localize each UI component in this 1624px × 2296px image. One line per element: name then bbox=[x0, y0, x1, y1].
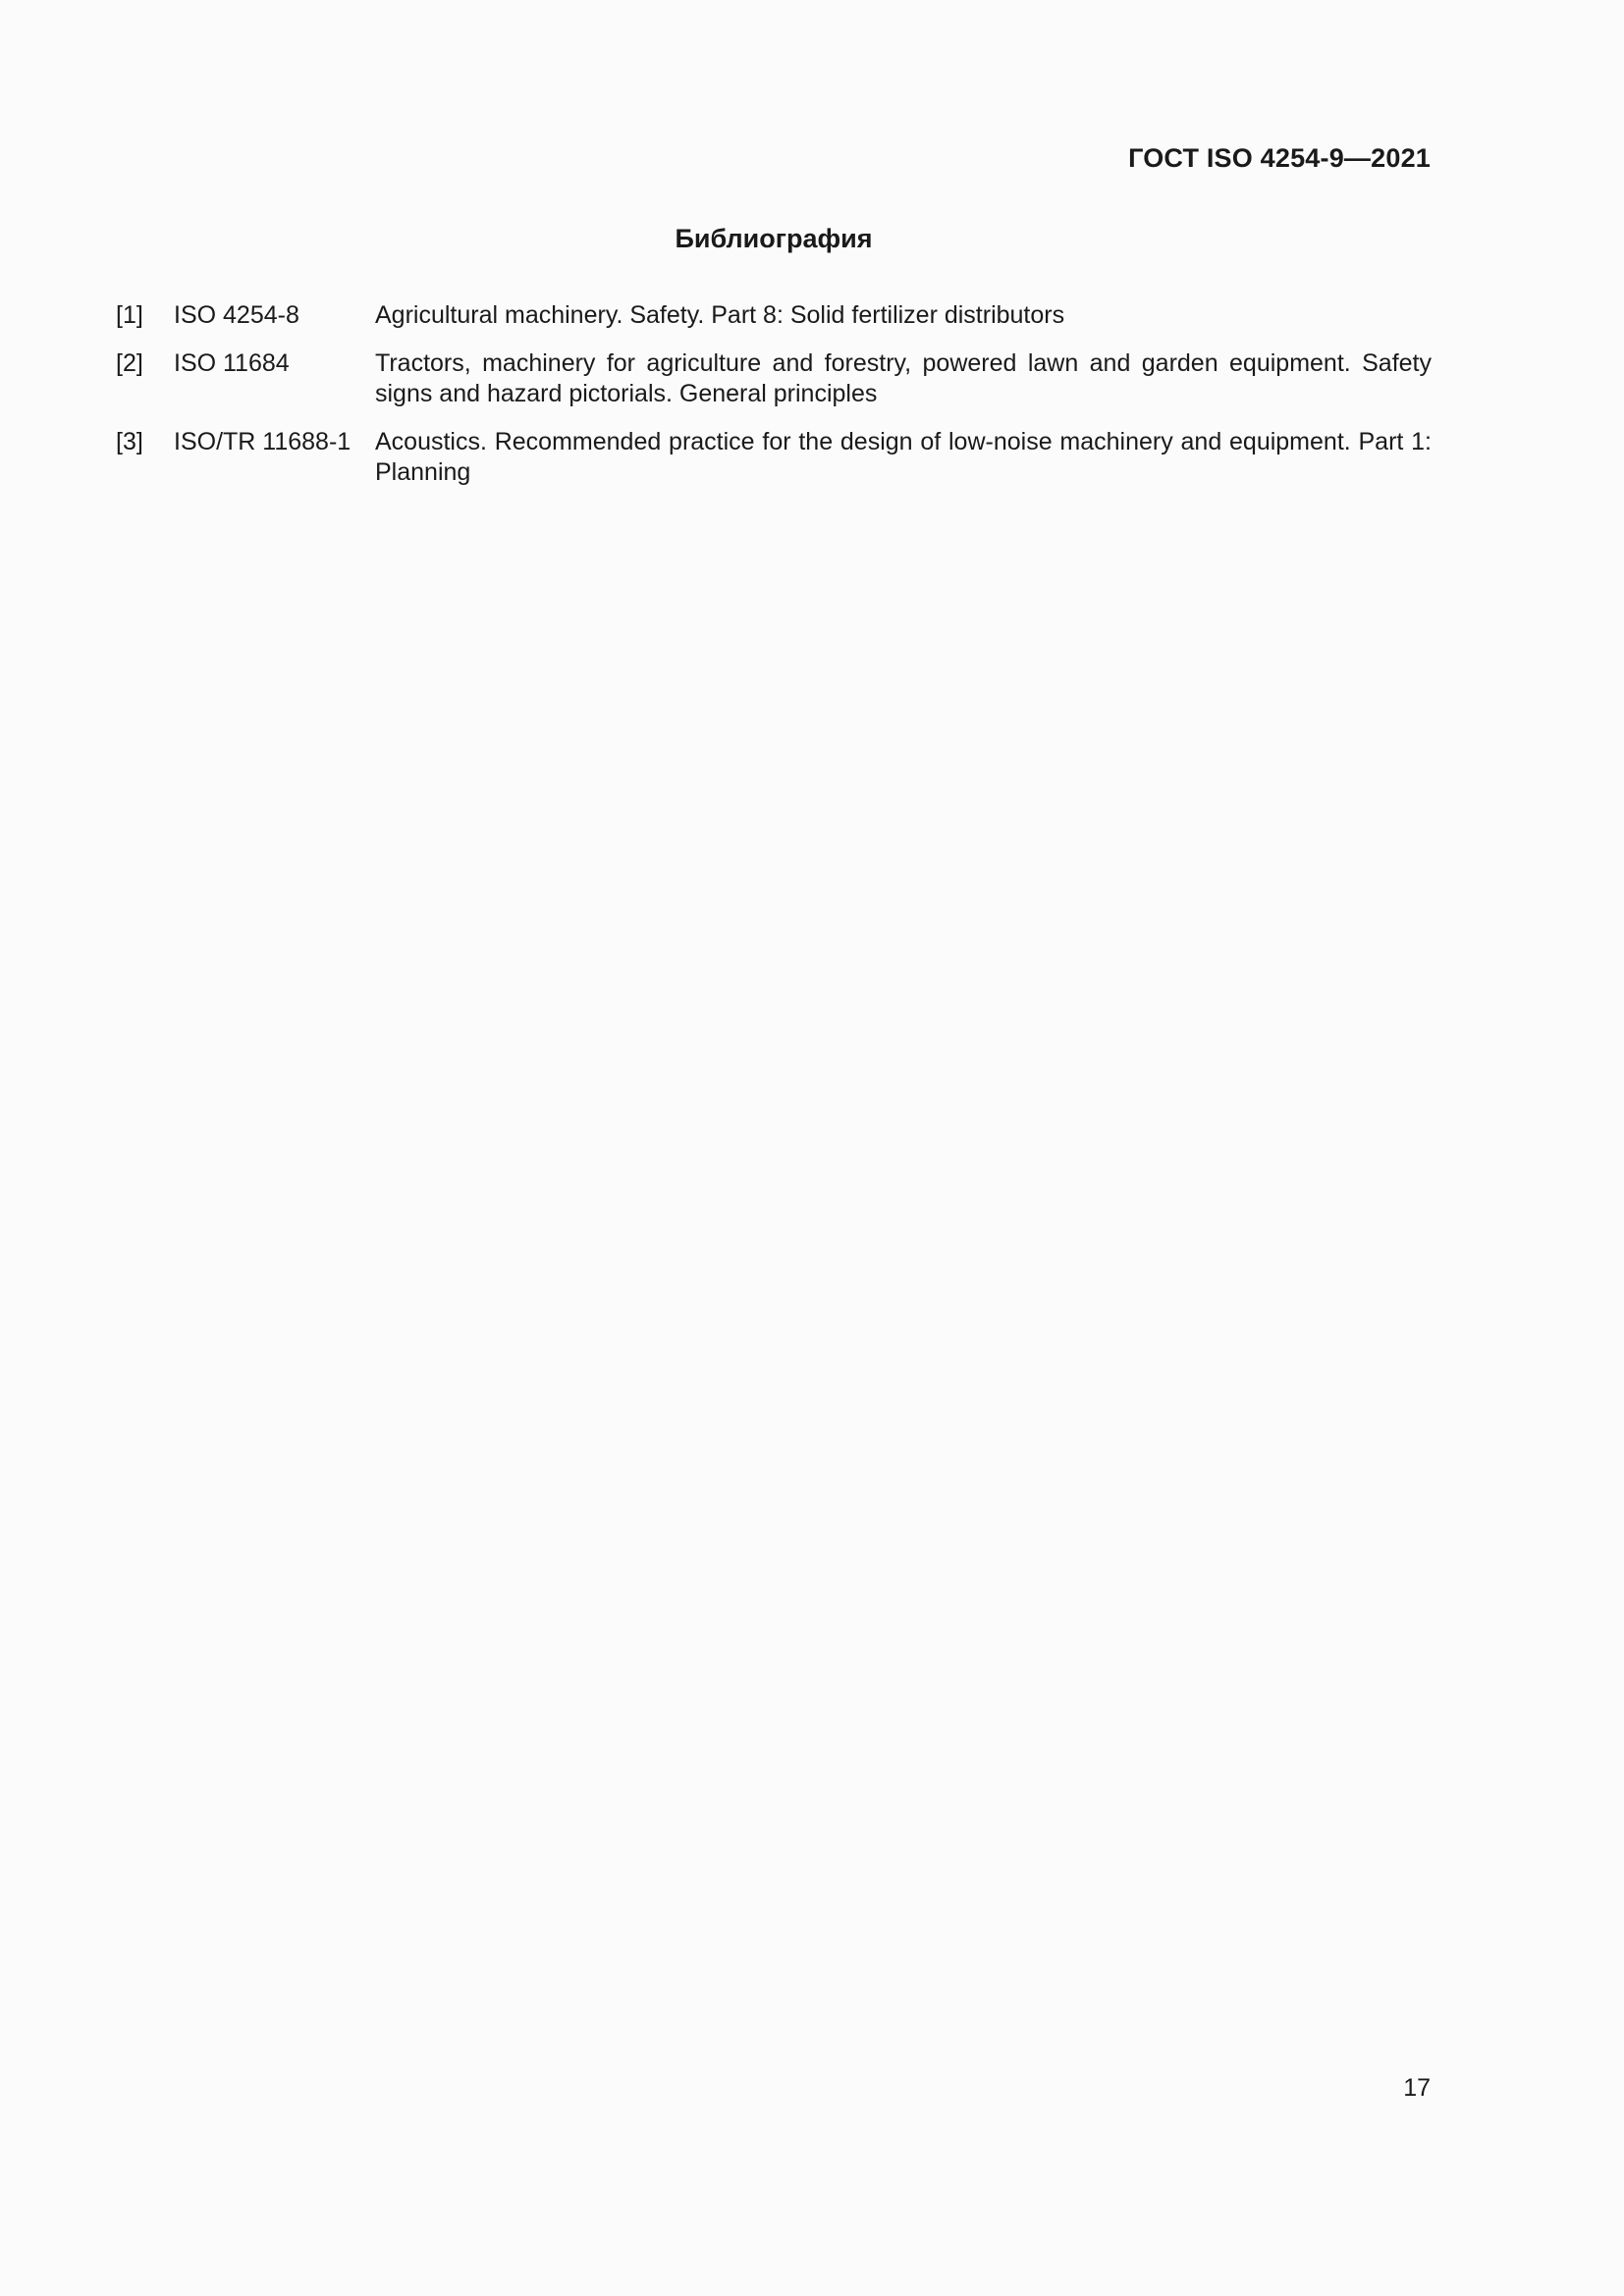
entry-number: [2] bbox=[116, 349, 143, 377]
bibliography-entry bbox=[116, 300, 1432, 331]
entry-number: [1] bbox=[116, 301, 143, 329]
bibliography-entry bbox=[116, 427, 1432, 488]
bibliography-title: Библиография bbox=[675, 224, 873, 253]
entry-standard-code: ISO/TR 11688-1 bbox=[174, 428, 352, 455]
bibliography-list bbox=[116, 300, 1432, 506]
entry-standard-title: Acoustics. Recommended practice for the design of low-noise machinery and equipment. Part 1: Planning bbox=[375, 428, 1432, 486]
document-header-code: ГОСТ ISO 4254-9—2021 bbox=[1128, 143, 1431, 173]
entry-standard-title: Tractors, machinery for agriculture and forestry, powered lawn and garden equipment. Safety signs and hazard pictorials. General principles bbox=[375, 349, 1432, 407]
entry-standard-code: ISO 4254-8 bbox=[174, 301, 299, 329]
entry-number: [3] bbox=[116, 428, 143, 455]
bibliography-entry bbox=[116, 348, 1432, 409]
page-number: 17 bbox=[1403, 2074, 1431, 2102]
entry-standard-code: ISO 11684 bbox=[174, 349, 290, 377]
entry-standard-title: Agricultural machinery. Safety. Part 8: Solid fertilizer distributors bbox=[375, 301, 1065, 329]
